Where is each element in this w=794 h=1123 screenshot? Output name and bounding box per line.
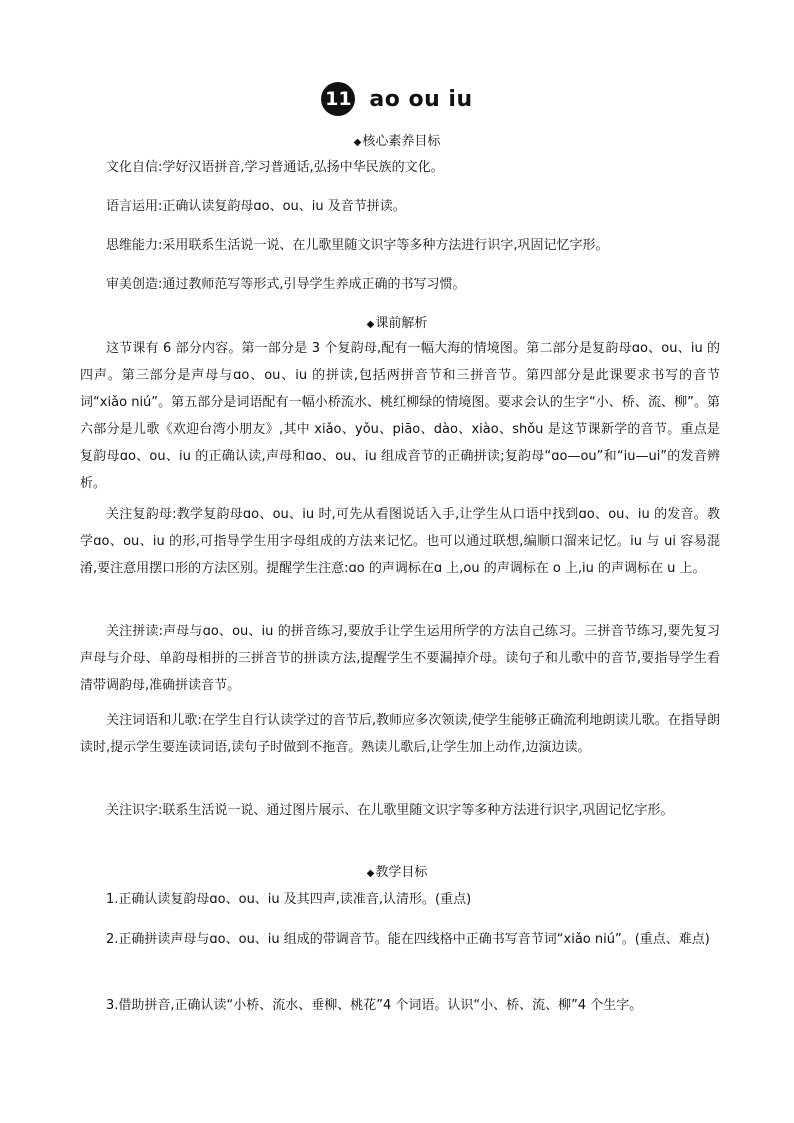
- diamond-bullet-icon: ◆: [366, 868, 375, 879]
- core-goal-item: 文化自信:学好汉语拼音,学习普通话,弘扬中华民族的文化。: [106, 160, 444, 175]
- section-heading-teaching-goals: [0, 864, 794, 883]
- teaching-goal-item: 3.借助拼音,正确认读“小桥、流水、垂柳、桃花”4 个词语。认识“小、桥、流、柳”4 个生字。: [106, 998, 643, 1013]
- teaching-goal-item: 1.正确认读复韵母ɑo、ou、iu 及其四声,读准音,认清形。(重点): [106, 892, 472, 907]
- preview-paragraph: 关注词语和儿歌:在学生自行认读学过的音节后,教师应多次领读,使学生能够正确流利地朗读儿歌。在指导朗读时,提示学生要连读词语,读句子时做到不拖音。熟读儿歌后,让学生加上动作,边演边读。: [80, 713, 720, 755]
- section-heading-text: 核心素养目标: [362, 134, 441, 149]
- core-goal-item: 语言运用:正确认读复韵母ɑo、ou、iu 及音节拼读。: [106, 199, 406, 214]
- lesson-number-badge: [321, 82, 355, 116]
- lesson-number: 11: [325, 88, 352, 110]
- lesson-header: [0, 80, 794, 118]
- preview-paragraph: 关注识字:联系生活说一说、通过图片展示、在儿歌里随文识字等多种方法进行识字,巩固记忆字形。: [106, 803, 674, 818]
- section-heading-text: 课前解析: [375, 316, 428, 331]
- section-heading-core-goals: [0, 133, 794, 152]
- section-heading-preview: [0, 315, 794, 334]
- section-heading-text: 教学目标: [375, 865, 428, 880]
- preview-paragraph: 关注复韵母:教学复韵母ɑo、ou、iu 时,可先从看图说话入手,让学生从口语中找到ɑo、ou、iu 的发音。教学ɑo、ou、iu 的形,可指导学生用字母组成的方法来记忆。也可以通过联想,编顺口溜来记忆。iu 与 ui 容易混淆,要注意用摆口形的方法区别。提醒学生注意:ɑo 的声调标在ɑ 上,ou 的声调标在 o 上,iu 的声调标在 u 上。: [80, 507, 720, 576]
- preview-paragraph: 关注拼读:声母与ɑo、ou、iu 的拼音练习,要放手让学生运用所学的方法自己练习。三拼音节练习,要先复习声母与介母、单韵母相拼的三拼音节的拼读方法,提醒学生不要漏掉介母。读句子和儿歌中的音节,要指导学生看清带调韵母,准确拼读音节。: [80, 624, 720, 693]
- preview-paragraph: 这节课有 6 部分内容。第一部分是 3 个复韵母,配有一幅大海的情境图。第二部分是复韵母ɑo、ou、iu 的四声。第三部分是声母与ɑo、ou、iu 的拼读,包括两拼音节和三拼音节。第四部分是此课要求书写的音节词“xiǎo niú”。第五部分是词语配有一幅小桥流水、桃红柳绿的情境图。要求会认的生字“小、桥、流、柳”。第六部分是儿歌《欢迎台湾小朋友》,其中 xiǎo、yǒu、piāo、dào、xiào、shǒu 是这节课新学的音节。重点是复韵母ɑo、ou、iu 的正确认读,声母和ɑo、ou、iu 组成音节的正确拼读;复韵母“ɑo—ou”和“iu—ui”的发音辨析。: [80, 341, 720, 491]
- lesson-title: ao ou iu: [369, 86, 473, 112]
- diamond-bullet-icon: ◆: [353, 137, 362, 148]
- core-goal-item: 思维能力:采用联系生活说一说、在儿歌里随文识字等多种方法进行识字,巩固记忆字形。: [106, 238, 609, 253]
- core-goal-item: 审美创造:通过教师范写等形式,引导学生养成正确的书写习惯。: [106, 277, 466, 292]
- teaching-goal-item: 2.正确拼读声母与ɑo、ou、iu 组成的带调音节。能在四线格中正确书写音节词“xiǎo niú”。(重点、难点): [106, 932, 710, 947]
- diamond-bullet-icon: ◆: [366, 319, 375, 330]
